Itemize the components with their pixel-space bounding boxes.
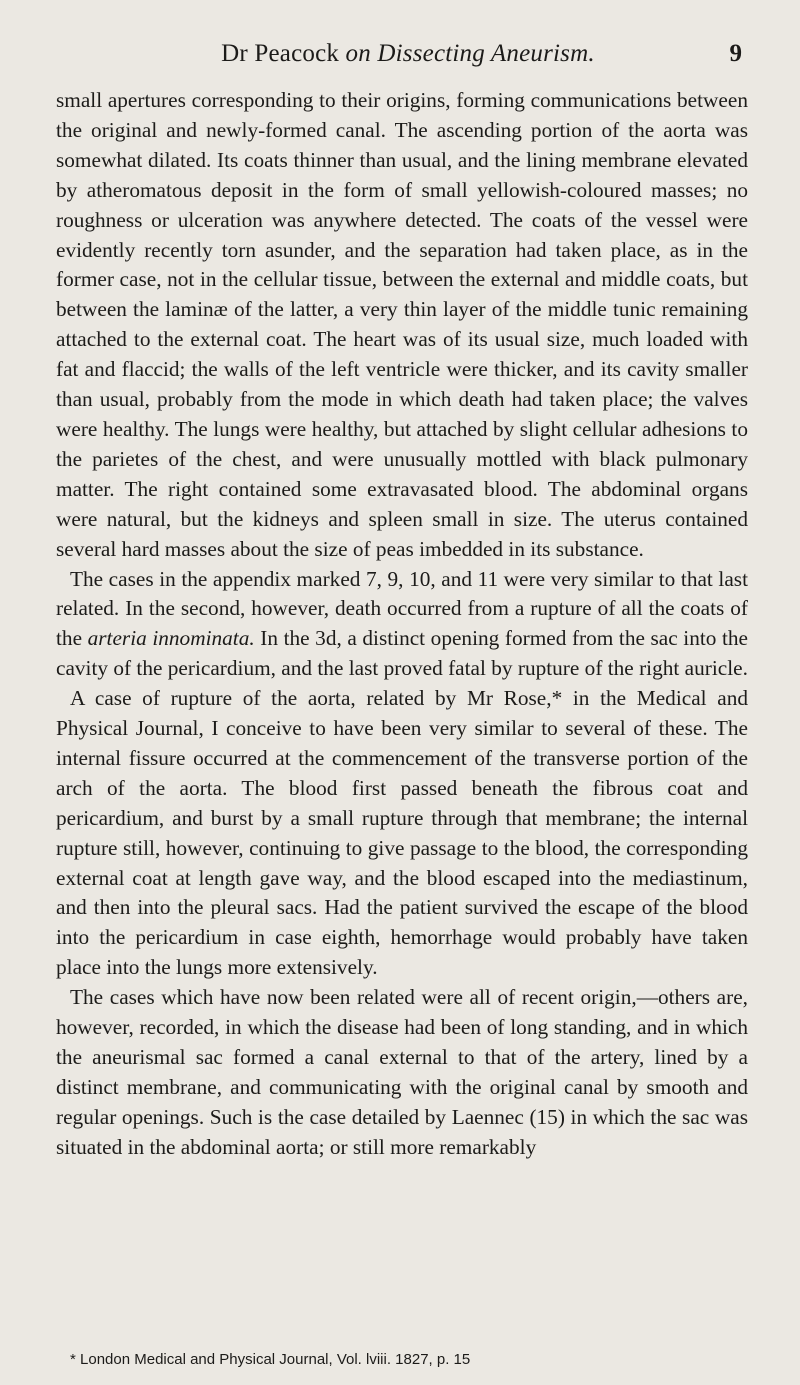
paragraph-appendix-cases-text-a: The cases in the appendix marked 7, 9, 10, and 11 were very similar to that last related. In the second, however, death occurred from a rupture of all the coats of the bbox=[56, 566, 748, 651]
paragraph-appendix-cases-text-b: In the 3d, a distinct opening formed from the sac into the cavity of the pericardium, and the last proved fatal by rupture of the right auricle. bbox=[56, 626, 748, 681]
paragraph-appendix-cases bbox=[56, 565, 748, 685]
running-head bbox=[56, 40, 760, 76]
paragraph-long-standing-cases: The cases which have now been related were all of recent origin,—others are, however, recorded, in which the disease had been of long standing, and in which the aneurismal sac formed a canal external to that of the artery, lined by a distinct membrane, and communicating with the original canal by smooth and regular openings. Such is the case detailed by Laennec (15) in which the sac was situated in the abdominal aorta; or still more remarkably bbox=[56, 985, 748, 1159]
running-title bbox=[56, 40, 760, 68]
arteria-innominata-term: arteria innominata. bbox=[87, 626, 255, 651]
paragraph-rose-case: A case of rupture of the aorta, related by Mr Rose,* in the Medical and Physical Journal, I conceive to have been very similar to several of these. The internal fissure occurred at the commencement of the transverse portion of the arch of the aorta. The blood first passed beneath the fibrous coat and pericardium, and burst by a small rupture through that membrane; the internal rupture still, however, continuing to give passage to the blood, the corresponding external coat at length gave way, and the blood escaped into the mediastinum, and then into the pleural sacs. Had the patient survived the escape of the blood into the pericardium in case eighth, hemorrhage would probably have taken place into the lungs more extensively. bbox=[56, 686, 748, 980]
body-text bbox=[56, 86, 748, 1163]
running-title-subject: on Dissecting Aneurism. bbox=[345, 40, 595, 67]
running-title-author: Dr Peacock bbox=[221, 40, 346, 67]
footnote: * London Medical and Physical Journal, Vol. lviii. 1827, p. 15 bbox=[70, 1351, 471, 1368]
paragraph-continued: small apertures corresponding to their origins, forming communications between the original and newly-formed canal. The ascending portion of the aorta was somewhat dilated. Its coats thinner than usual, and the lining membrane elevated by atheromatous deposit in the form of small yellowish-coloured masses; no roughness or ulceration was anywhere detected. The coats of the vessel were evidently recently torn asunder, and the separation had taken place, as in the former case, not in the cellular tissue, between the external and middle coats, but between the laminæ of the latter, a very thin layer of the middle tunic remaining attached to the external coat. The heart was of its usual size, much loaded with fat and flaccid; the walls of the left ventricle were thicker, and its cavity smaller than usual, probably from the mode in which death had taken place; the valves were healthy. The lungs were healthy, but attached by slight cellular adhesions to the parietes of the chest, and were unusually mottled with black pulmonary matter. The right contained some extravasated blood. The abdominal organs were natural, but the kidneys and spleen small in size. The uterus contained several hard masses about the size of peas imbedded in its substance. bbox=[56, 88, 748, 561]
page-number: 9 bbox=[729, 40, 742, 67]
